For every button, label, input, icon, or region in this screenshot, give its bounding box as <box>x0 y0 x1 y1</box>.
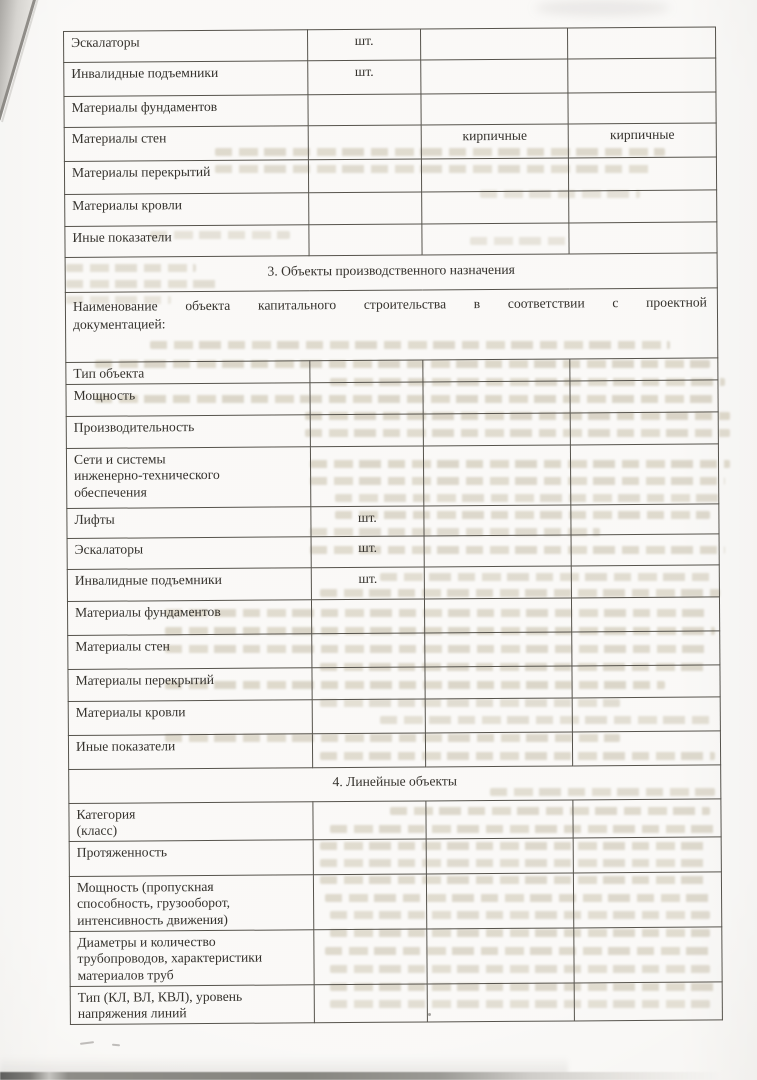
field-label-cell: Тип (КЛ, ВЛ, КВЛ), уровень напряжения линий <box>70 985 314 1025</box>
table-row <box>70 982 722 1025</box>
table-row <box>66 412 718 449</box>
table-row <box>64 27 716 63</box>
object-name-row <box>65 288 717 363</box>
value-cell <box>423 359 570 382</box>
table-row <box>69 799 721 842</box>
table-row <box>69 837 721 877</box>
value-cell <box>421 59 568 94</box>
unit-cell <box>313 801 426 840</box>
value-cell <box>571 534 719 566</box>
value-cell <box>570 358 718 381</box>
construction-form-table <box>63 26 723 1025</box>
section4-heading: 4. Линейные объекты <box>69 765 721 804</box>
value-cell <box>572 665 720 698</box>
unit-cell <box>310 382 423 415</box>
unit-cell <box>309 224 422 256</box>
value-cell <box>426 838 573 874</box>
value-cell <box>423 445 570 506</box>
field-label-cell: Материалы кровли <box>65 193 309 227</box>
table-row <box>68 697 720 736</box>
value-cell <box>420 28 567 60</box>
field-label-cell: Материалы фундаментов <box>67 599 311 635</box>
value-cell <box>421 93 568 125</box>
table-row <box>64 92 716 128</box>
field-label-cell: Мощность (пропускная способность, грузооборот, интенсивность движения) <box>69 875 313 932</box>
ink-speck <box>428 1013 431 1016</box>
value-cell <box>571 504 719 535</box>
field-label-cell: Тип объекта <box>66 361 310 384</box>
value-cell <box>571 597 719 632</box>
value-cell <box>422 223 569 255</box>
unit-cell <box>313 839 426 875</box>
value-cell <box>572 731 720 766</box>
value-cell <box>427 928 574 984</box>
scan-bottom-shadow <box>0 1072 757 1080</box>
unit-cell <box>310 360 423 382</box>
table-row <box>68 665 720 702</box>
value-cell <box>572 697 720 732</box>
value-cell <box>423 381 570 414</box>
pencil-mark <box>80 1041 94 1045</box>
value-cell <box>424 535 571 567</box>
unit-cell <box>312 667 425 700</box>
table-row <box>64 157 716 195</box>
field-label-cell: Протяженность <box>69 840 313 877</box>
value-cell <box>422 191 569 224</box>
object-name-line2: документацией: <box>72 315 166 332</box>
value-cell <box>425 632 572 667</box>
field-label-cell: Производительность <box>66 414 310 448</box>
table-row <box>67 534 719 570</box>
table-row <box>65 190 717 227</box>
value-cell <box>425 666 572 699</box>
unit-cell <box>313 874 426 930</box>
value-cell <box>573 837 721 873</box>
fold-crease-highlight <box>2 0 38 122</box>
table-row <box>67 597 719 636</box>
value-cell <box>570 412 718 445</box>
field-label-cell: Лифты <box>67 506 311 538</box>
value-cell <box>573 799 721 838</box>
object-name-cell <box>65 288 717 363</box>
field-label-cell: Материалы перекрытий <box>64 160 308 195</box>
table-row <box>69 872 721 932</box>
field-label-cell: Иные показатели <box>65 225 309 258</box>
unit-cell: шт. <box>307 29 420 61</box>
fold-crease-line <box>0 0 35 120</box>
value-cell: кирпичные <box>568 123 716 158</box>
value-cell <box>568 92 716 124</box>
table-row <box>66 380 718 417</box>
scan-smudge <box>535 0 670 16</box>
unit-cell <box>314 929 427 985</box>
section3-heading: 3. Объекты производственного назначения <box>65 253 717 293</box>
table-row <box>67 504 719 539</box>
unit-cell: шт. <box>311 536 424 568</box>
field-label-cell: Диаметры и количество трубопроводов, характеристики материалов труб <box>70 930 314 987</box>
unit-cell <box>308 125 421 160</box>
table-row <box>70 927 722 987</box>
value-cell <box>424 505 571 536</box>
fold-shadow-area <box>0 0 36 120</box>
value-cell <box>570 380 718 413</box>
value-cell <box>421 158 568 192</box>
value-cell <box>572 631 720 666</box>
section-heading-row <box>69 765 721 804</box>
value-cell <box>569 190 717 223</box>
unit-cell <box>311 599 424 634</box>
value-cell <box>425 698 572 733</box>
field-label-cell: Эскалаторы <box>64 30 308 63</box>
field-label-cell: Мощность <box>66 382 310 416</box>
table-row <box>68 631 720 670</box>
unit-cell <box>312 633 425 668</box>
value-cell <box>425 732 572 767</box>
value-cell <box>571 565 719 598</box>
field-label-cell: Материалы стен <box>64 126 308 162</box>
value-cell <box>574 927 722 983</box>
field-label-cell: Инвалидные подъемники <box>64 61 308 97</box>
pencil-mark <box>112 1044 120 1047</box>
field-label-cell: Иные показатели <box>68 733 312 769</box>
unit-cell: шт. <box>308 60 421 95</box>
table-row <box>66 444 718 509</box>
value-cell <box>570 444 718 505</box>
value-cell <box>426 873 573 929</box>
field-label-cell: Эскалаторы <box>67 536 311 569</box>
table-row <box>65 222 717 258</box>
table-row <box>67 565 719 602</box>
value-cell <box>569 222 717 254</box>
table-row <box>64 123 716 162</box>
unit-cell: шт. <box>311 567 424 600</box>
field-label-cell: Материалы стен <box>68 633 312 669</box>
field-label-cell: Материалы фундаментов <box>64 95 308 128</box>
value-cell <box>426 800 573 839</box>
value-cell <box>427 983 574 1022</box>
unit-cell <box>310 414 423 447</box>
unit-cell: шт. <box>311 506 424 537</box>
unit-cell <box>312 733 425 768</box>
table-row <box>68 731 720 770</box>
value-cell <box>568 157 716 191</box>
value-cell <box>573 872 721 928</box>
field-label-cell: Материалы перекрытий <box>68 667 312 701</box>
unit-cell <box>314 984 427 1023</box>
value-cell <box>568 58 716 93</box>
value-cell <box>423 413 570 446</box>
section-heading-row <box>65 253 717 293</box>
field-label-cell: Сети и системы инженерно-технического обеспечения <box>66 446 310 508</box>
unit-cell <box>309 192 422 225</box>
field-label-cell: Инвалидные подъемники <box>67 567 311 601</box>
field-label-cell: Материалы кровли <box>68 699 312 735</box>
object-name-line1: Наименование объекта капитального строительства в соответствии с проектной <box>72 294 707 314</box>
unit-cell <box>312 699 425 734</box>
unit-cell <box>308 159 421 193</box>
value-cell <box>424 566 571 599</box>
unit-cell <box>310 446 423 507</box>
value-cell <box>567 27 715 59</box>
field-label-cell: Категория (класс) <box>69 801 313 841</box>
unit-cell <box>308 94 421 126</box>
value-cell <box>424 598 571 633</box>
table-row <box>64 58 716 97</box>
value-cell <box>574 982 722 1021</box>
value-cell: кирпичные <box>421 124 568 159</box>
